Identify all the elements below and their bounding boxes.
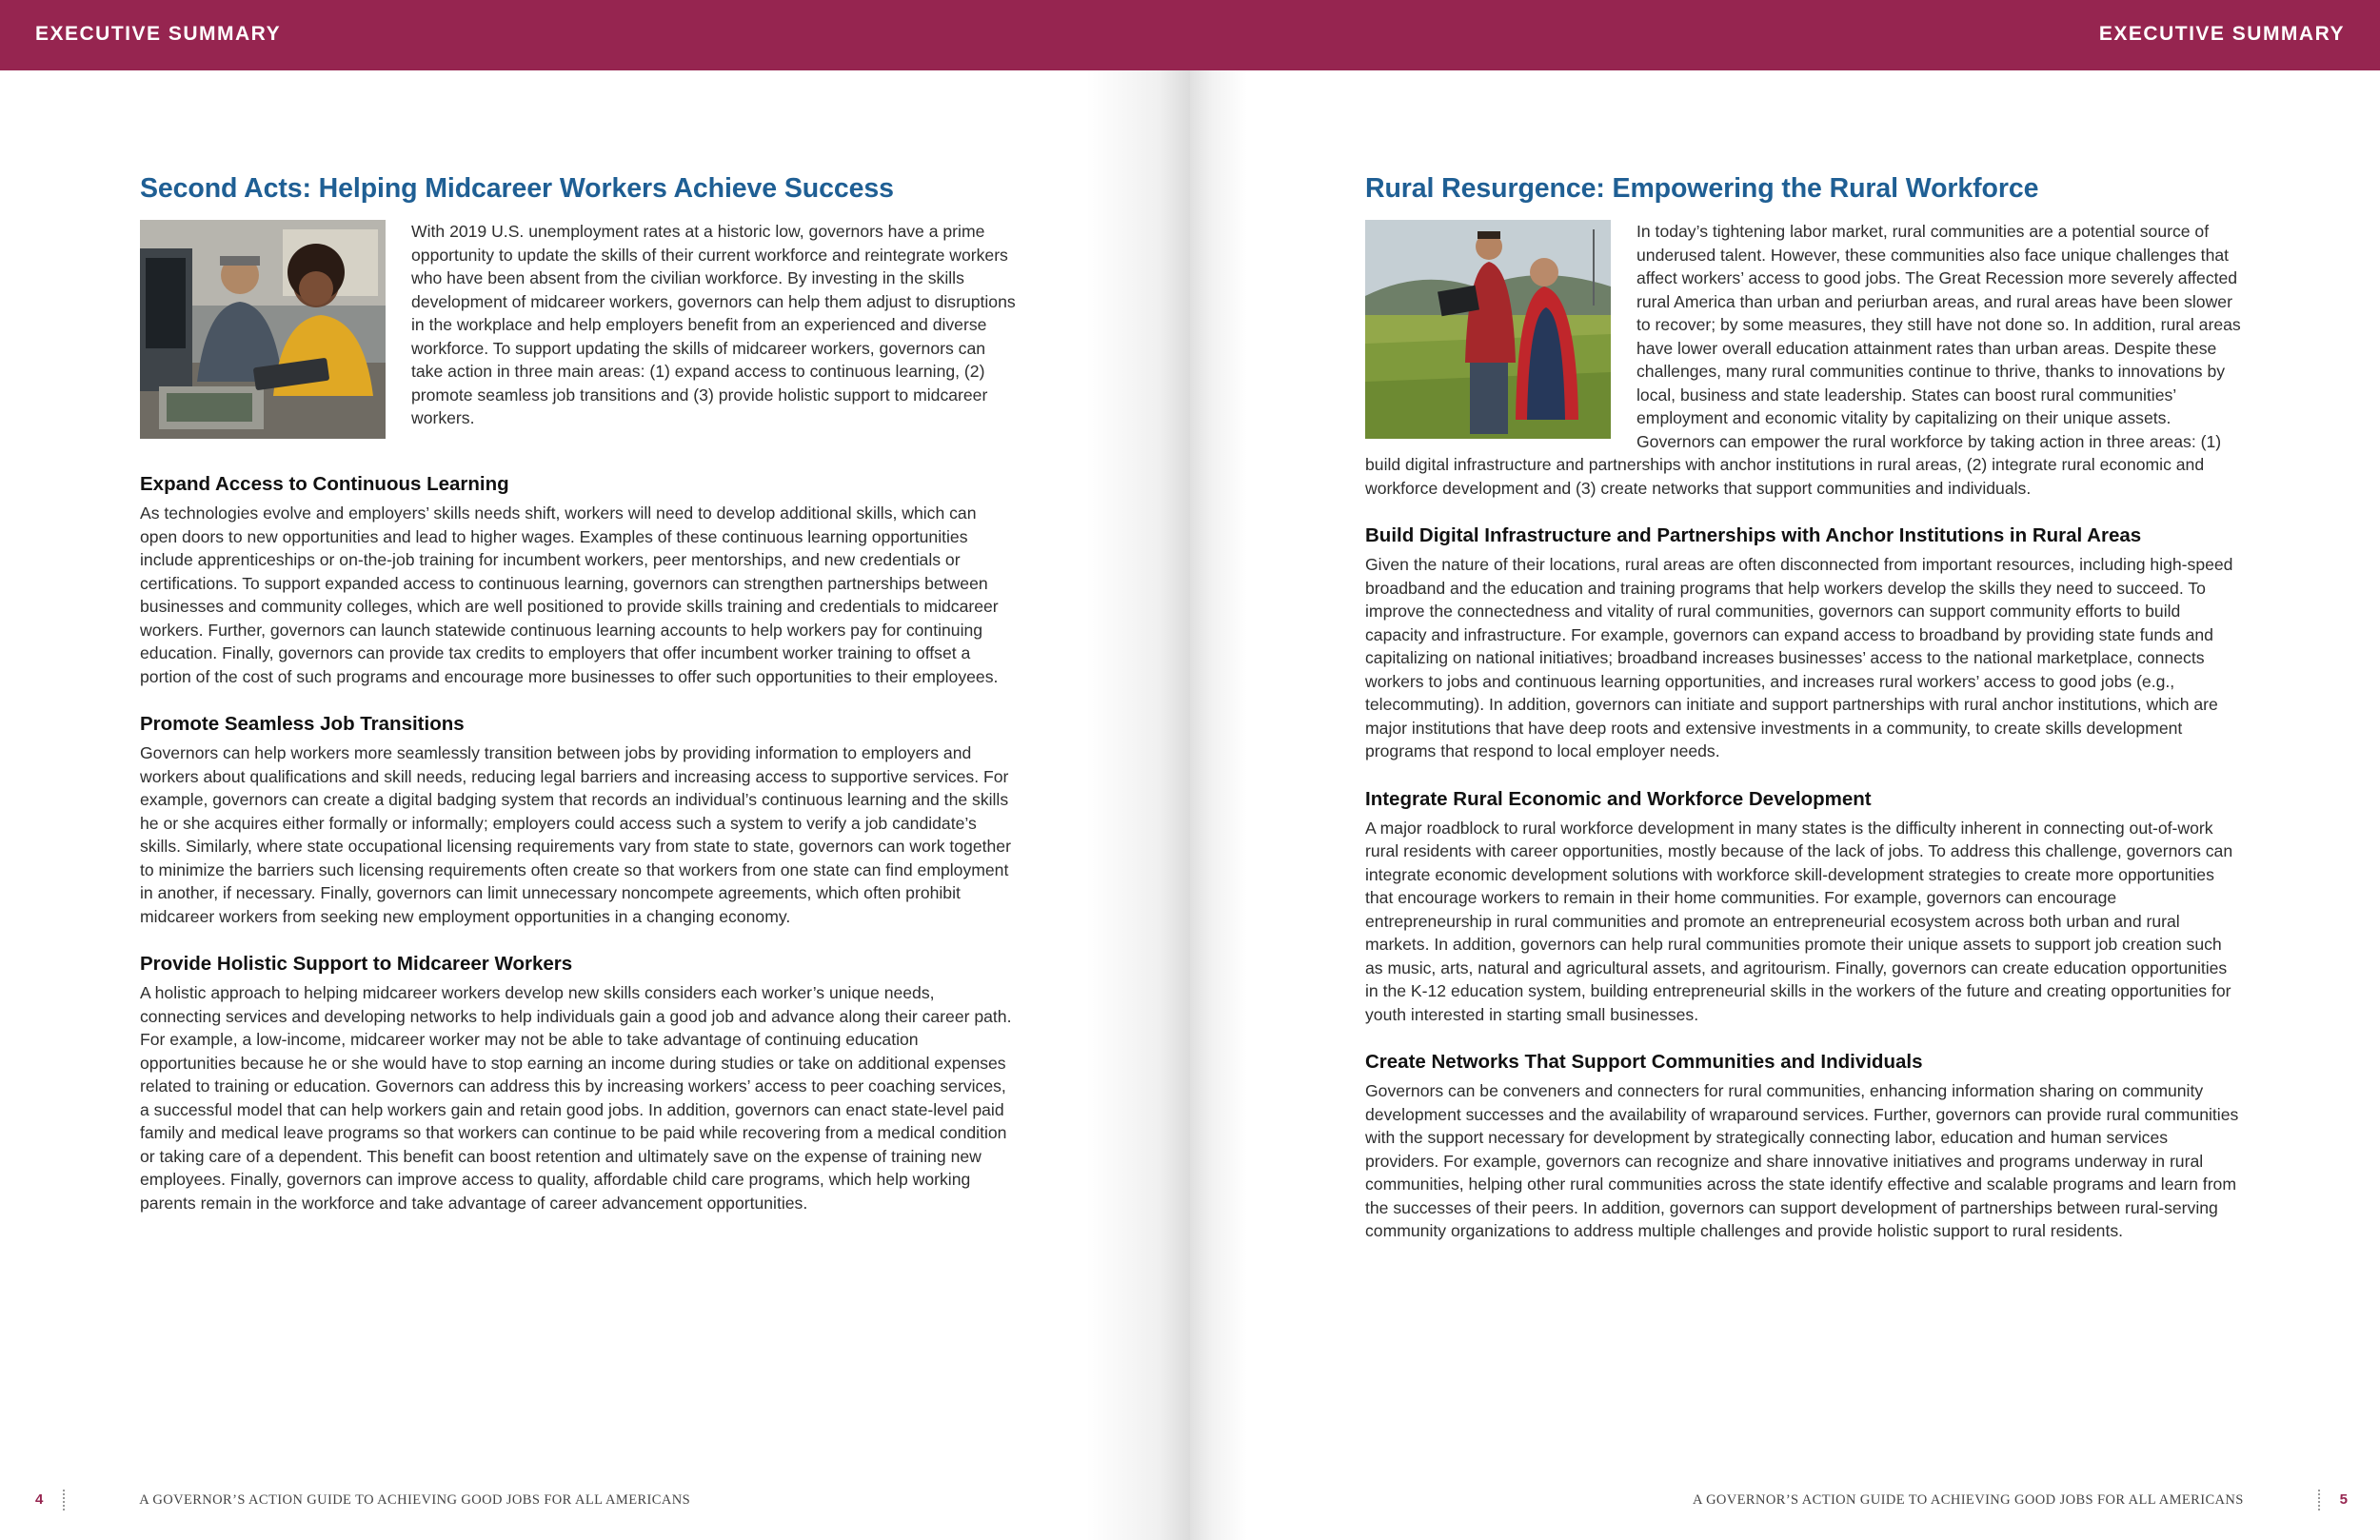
right-content [1365, 173, 2241, 1243]
header-label: EXECUTIVE SUMMARY [35, 23, 282, 45]
intro-block [140, 220, 1016, 448]
footer [35, 1490, 690, 1510]
section-heading: Integrate Rural Economic and Workforce Development [1365, 787, 1872, 810]
footer-divider [63, 1490, 65, 1510]
intro-paragraph: In today’s tightening labor market, rural communities are a potential source of underused talent. However, these communities also face unique challenges that affect workers’ access to good jobs. The Great Recession more severely affected rural America than urban and periurban areas, and rural areas have been slower to recover; by some measures, they still have not done so. In addition, rural areas have lower overall education attainment rates than urban areas. Despite these challenges, many rural communities continue to thrive, thanks to innovations by local, business and state leadership. States can boost rural communities’ employment and economic vitality by capitalizing on their unique assets. Governors can empower the rural workforce by taking action in three areas: (1) build digital infrastructure and partnerships with anchor institutions in rural areas, (2) integrate rural economic and workforce development and (3) create networks that support communities and individuals. [1365, 222, 2241, 498]
gutter-shadow [1085, 70, 1190, 1540]
section-body: Governors can help workers more seamlessly transition between jobs by providing information to employers and workers about qualifications and skill needs, reducing legal barriers and increasing access to supportive services. For example, governors can create a digital badging system that records an individual’s continuous learning and the skills he or she acquires either formally or informally; employers could access such a system to verify a job candidate’s skills. Similarly, where state occupational licensing requirements vary from state to state, governors can work together to minimize the barriers such licensing requirements often create so that workers from one state can find employment in another, if necessary. Finally, governors can limit unnecessary noncompete agreements, which often prohibit midcareer workers from seeking new employment opportunities in a changing economy. [140, 743, 1011, 926]
footer-title: A GOVERNOR’S ACTION GUIDE TO ACHIEVING GOOD JOBS FOR ALL AMERICANS [1692, 1492, 2244, 1509]
right-page [1190, 0, 2380, 1540]
footer [1693, 1490, 2348, 1510]
section-heading: Provide Holistic Support to Midcareer Workers [140, 953, 573, 975]
footer-divider [2318, 1490, 2320, 1510]
section-body: As technologies evolve and employers’ skills needs shift, workers will need to develop additional skills, which can open doors to new opportunities and lead to higher wages. Examples of these continuous learning opportunities include apprenticeships or on-the-job training for incumbent workers, peer mentorships, and new credentials or certifications. To support expanded access to continuous learning, governors can strengthen partnerships between businesses and community colleges, which are well positioned to provide skills training and credentials to midcareer workers. Further, governors can launch statewide continuous learning accounts to help workers pay for continuing education. Finally, governors can provide tax credits to employers that offer incumbent worker training to offset a portion of the cost of such programs and encourage more businesses to offer such opportunities to their employees. [140, 503, 999, 686]
header-band [1190, 0, 2380, 70]
left-content [140, 173, 1016, 1214]
photo-illustration [1365, 220, 1611, 439]
section-heading: Expand Access to Continuous Learning [140, 473, 509, 495]
section-body: Governors can be conveners and connecters for rural communities, enhancing information sharing on community development successes and the availability of wraparound services. Further, governors can provide rural communities with the support necessary for development by strategically connecting labor, education and human services providers. For example, governors can recognize and share innovative initiatives and programs underway in rural communities, helping other rural communities across the state identify effective and scalable programs and learn from the successes of their peers. In addition, governors can support development of partnerships between rural-serving community organizations to address multiple challenges and provide holistic support to rural residents. [1365, 1081, 2239, 1240]
intro-paragraph: With 2019 U.S. unemployment rates at a historic low, governors have a prime opportunity to update the skills of their current workforce and reintegrate workers who have been absent from the civilian workforce. By investing in the skills development of midcareer workers, governors can help them adjust to disruptions in the workplace and help employers benefit from an experienced and diverse workforce. To support updating the skills of midcareer workers, governors can take action in three main areas: (1) expand access to continuous learning, (2) promote seamless job transitions and (3) provide holistic support to midcareer workers. [411, 222, 1016, 427]
section-heading: Promote Seamless Job Transitions [140, 713, 465, 735]
section-heading: Create Networks That Support Communities and Individuals [1365, 1051, 1923, 1073]
intro-block [1365, 220, 2241, 500]
section-heading: Build Digital Infrastructure and Partnerships with Anchor Institutions in Rural Areas [1365, 524, 2142, 546]
rural-workers-photo [1365, 220, 1611, 439]
section-body: A major roadblock to rural workforce development in many states is the difficulty inherent in connecting out-of-work rural residents with career opportunities, mostly because of the lack of jobs. To address this challenge, governors can integrate economic development solutions with workforce skill-development strategies to create more opportunities that encourage workers to remain in their home communities. For example, governors can encourage entrepreneurship in rural communities and promote an entrepreneurial ecosystem across both urban and rural markets. In addition, governors can help rural communities promote their unique assets to support job creation such as music, arts, natural and agricultural assets, and agritourism. Finally, governors can create education opportunities in the K-12 education system, building entrepreneurial skills in the workers of the future and creating opportunities for youth interested in starting small businesses. [1365, 818, 2233, 1024]
section-body: A holistic approach to helping midcareer workers develop new skills considers each worker’s unique needs, connecting services and developing networks to help individuals gain a good job and advance along their career path. For example, a low-income, midcareer worker may not be able to take advantage of continuing education opportunities because he or she would have to stop earning an income during studies or take on additional expenses related to training or education. Governors can address this by increasing workers’ access to peer coaching services, a successful model that can help workers gain and retain good jobs. In addition, governors can enact state-level paid family and medical leave programs so that workers can continue to be paid while recovering from a medical condition or taking care of a dependent. This benefit can boost retention and ultimately save on the expense of training new employees. Finally, governors can improve access to quality, affordable child care programs, which help working parents remain in the workforce and take advantage of career advancement opportunities. [140, 983, 1012, 1213]
header-band [0, 0, 1190, 70]
photo-illustration [140, 220, 386, 439]
midcareer-workers-photo [140, 220, 386, 439]
page-title: Second Acts: Helping Midcareer Workers Achieve Success [140, 173, 894, 204]
footer-title: A GOVERNOR’S ACTION GUIDE TO ACHIEVING GOOD JOBS FOR ALL AMERICANS [139, 1492, 691, 1509]
page-title: Rural Resurgence: Empowering the Rural Workforce [1365, 173, 2039, 204]
page-number: 5 [2339, 1491, 2348, 1509]
header-label: EXECUTIVE SUMMARY [2098, 23, 2345, 45]
page-number: 4 [35, 1491, 44, 1509]
gutter-shadow [1190, 70, 1247, 1540]
section-body: Given the nature of their locations, rural areas are often disconnected from important resources, including high-speed broadband and the education and training programs that help workers develop the skills they need to succeed. To improve the connectedness and vitality of rural communities, governors can support community efforts to build capacity and infrastructure. For example, governors can expand access to broadband by providing state funds and capitalizing on national initiatives; broadband increases businesses’ access to the national marketplace, connects workers to jobs and continuous learning opportunities, and increases rural workers’ access to good jobs (e.g., telecommuting). In addition, governors can initiate and support partnerships with rural anchor institutions, which are major institutions that have deep roots and extensive investments in a community, to create skills development programs that respond to local employer needs. [1365, 555, 2233, 760]
